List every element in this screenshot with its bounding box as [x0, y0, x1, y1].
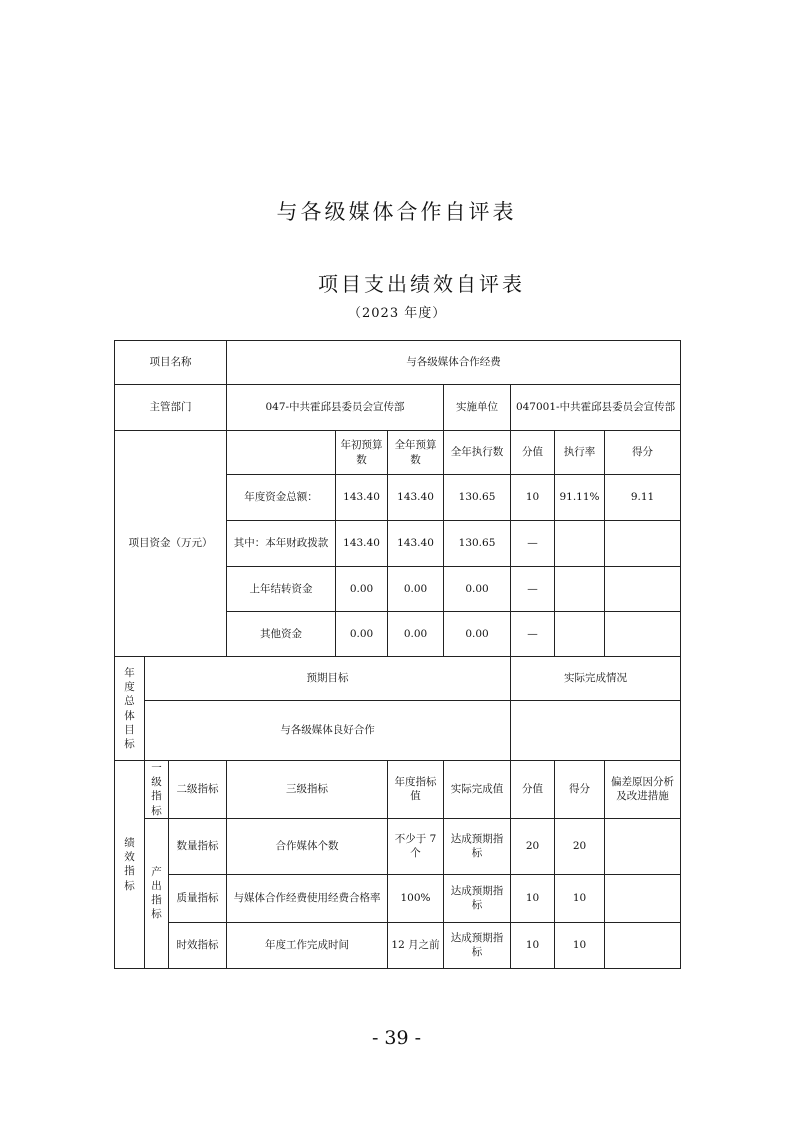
funds-row-executed: 130.65: [444, 521, 511, 567]
funds-row-annual: 143.40: [388, 475, 444, 521]
page-number: - 39 -: [371, 1027, 422, 1049]
indicator-level2: 质量指标: [169, 874, 227, 922]
year-label: （2023 年度）: [348, 306, 447, 321]
indicator-deviation: [605, 922, 681, 968]
indicator-actual: 达成预期指标: [444, 818, 511, 874]
funds-row-score: [605, 521, 681, 567]
indicator-deviation: [605, 874, 681, 922]
funds-row-score: [605, 612, 681, 657]
indicator-score-value: 10: [511, 922, 555, 968]
goals-header-row: [115, 657, 681, 701]
funds-header-score: 得分: [605, 431, 681, 475]
funds-row-initial: 0.00: [336, 567, 388, 612]
indicator-deviation: [605, 818, 681, 874]
funds-row-score-value: 10: [511, 475, 555, 521]
department-row: [115, 385, 681, 431]
indicator-actual: 达成预期指标: [444, 922, 511, 968]
funds-row-rate: [555, 521, 605, 567]
indicators-header-score: 得分: [555, 761, 605, 819]
table-title: 项目支出绩效自评表: [318, 272, 525, 296]
funds-row-initial: 0.00: [336, 612, 388, 657]
funds-row-executed: 0.00: [444, 567, 511, 612]
funds-row-annual: 0.00: [388, 612, 444, 657]
funds-row-score: [605, 567, 681, 612]
indicator-row: [115, 874, 681, 922]
indicator-level3: 年度工作完成时间: [227, 922, 388, 968]
funds-header-annual: 全年预算数: [388, 431, 444, 475]
funds-row-rate: [555, 612, 605, 657]
funds-row-score-value: —: [511, 567, 555, 612]
funds-row-executed: 0.00: [444, 612, 511, 657]
document-title: 与各级媒体合作自评表: [276, 200, 517, 224]
indicators-level1-output: 产出指标: [145, 818, 169, 968]
indicator-score-value: 20: [511, 818, 555, 874]
indicator-row: [115, 922, 681, 968]
goals-section-label: 年度总体目标: [115, 657, 145, 761]
indicators-header-level3: 三级指标: [227, 761, 388, 819]
indicators-header-actual: 实际完成值: [444, 761, 511, 819]
indicator-target: 100%: [388, 874, 444, 922]
department-value: 047-中共霍邱县委员会宣传部: [227, 385, 444, 431]
funds-row-annual: 143.40: [388, 521, 444, 567]
indicators-header-deviation: 偏差原因分析及改进措施: [605, 761, 681, 819]
indicator-score-value: 10: [511, 874, 555, 922]
goals-value-row: [115, 701, 681, 761]
indicator-score: 10: [555, 874, 605, 922]
funds-row-score-value: —: [511, 612, 555, 657]
implementing-unit-label: 实施单位: [444, 385, 511, 431]
indicators-header-level2: 二级指标: [169, 761, 227, 819]
funds-row-label: 年度资金总额：: [227, 475, 336, 521]
funds-header-initial: 年初预算数: [336, 431, 388, 475]
indicators-header-row: [115, 761, 681, 819]
indicator-score: 10: [555, 922, 605, 968]
funds-header-rate: 执行率: [555, 431, 605, 475]
indicators-header-score-value: 分值: [511, 761, 555, 819]
funds-row-annual: 0.00: [388, 567, 444, 612]
funds-header-blank: [227, 431, 336, 475]
funds-section-label: 项目资金（万元）: [115, 431, 227, 657]
indicator-level2: 数量指标: [169, 818, 227, 874]
indicator-score: 20: [555, 818, 605, 874]
funds-row-label: 其他资金: [227, 612, 336, 657]
funds-header-row: [115, 431, 681, 475]
funds-row-initial: 143.40: [336, 475, 388, 521]
goals-expected-header: 预期目标: [145, 657, 511, 701]
indicator-level3: 合作媒体个数: [227, 818, 388, 874]
funds-row-score: 9.11: [605, 475, 681, 521]
goals-actual-value: [511, 701, 681, 761]
funds-row-label: 上年结转资金: [227, 567, 336, 612]
funds-row-executed: 130.65: [444, 475, 511, 521]
funds-header-executed: 全年执行数: [444, 431, 511, 475]
project-name-label: 项目名称: [115, 341, 227, 385]
project-name-row: [115, 341, 681, 385]
funds-row-rate: 91.11%: [555, 475, 605, 521]
department-label: 主管部门: [115, 385, 227, 431]
funds-row-initial: 143.40: [336, 521, 388, 567]
funds-row-score-value: —: [511, 521, 555, 567]
indicator-actual: 达成预期指标: [444, 874, 511, 922]
indicator-target: 12 月之前: [388, 922, 444, 968]
evaluation-table: [114, 340, 681, 969]
implementing-unit-value: 047001-中共霍邱县委员会宣传部: [511, 385, 681, 431]
indicator-target: 不少于 7 个: [388, 818, 444, 874]
indicators-header-target: 年度指标值: [388, 761, 444, 819]
indicators-header-level1: 一级指标: [145, 761, 169, 819]
funds-row-rate: [555, 567, 605, 612]
indicator-row: [115, 818, 681, 874]
project-name-value: 与各级媒体合作经费: [227, 341, 681, 385]
indicator-level3: 与媒体合作经费使用经费合格率: [227, 874, 388, 922]
indicator-level2: 时效指标: [169, 922, 227, 968]
goals-actual-header: 实际完成情况: [511, 657, 681, 701]
indicators-section-label: 绩效指标: [115, 761, 145, 969]
funds-header-score-value: 分值: [511, 431, 555, 475]
goals-expected-value: 与各级媒体良好合作: [145, 701, 511, 761]
funds-row-label: 其中：本年财政拨款: [227, 521, 336, 567]
